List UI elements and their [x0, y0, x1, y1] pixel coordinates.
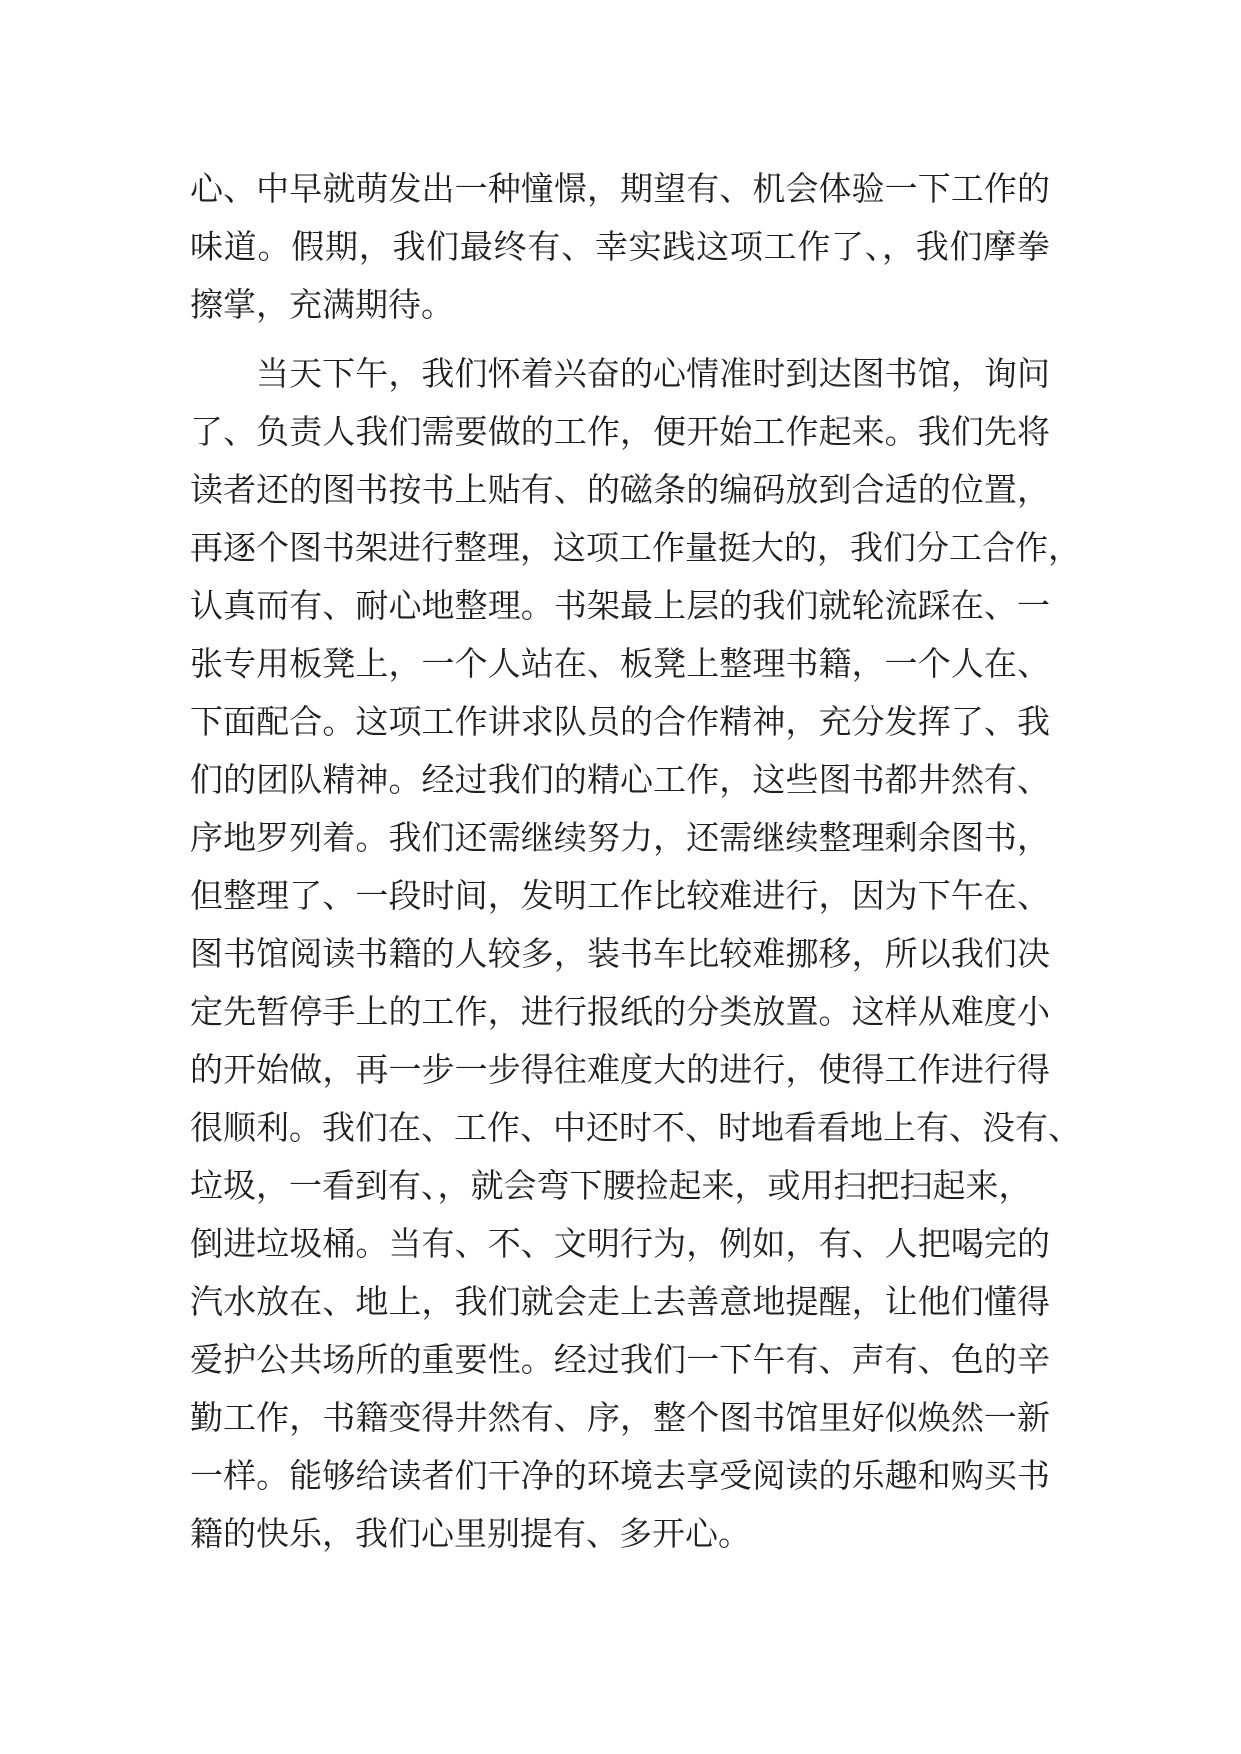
paragraph-line: 很顺利。我们在、工作、中还时不、时地看看地上有、没有、 [190, 1108, 1081, 1147]
paragraph-1 [190, 160, 1050, 334]
paragraph-line: 认真而有、耐心地整理。书架最上层的我们就轮流踩在、一 [190, 586, 1050, 625]
paragraph-line: 们的团队精神。经过我们的精心工作，这些图书都井然有、 [190, 760, 1050, 799]
paragraph-line: 张专用板凳上，一个人站在、板凳上整理书籍，一个人在、 [190, 644, 1050, 683]
paragraph-line: 定先暂停手上的工作，进行报纸的分类放置。这样从难度小 [190, 992, 1050, 1031]
paragraph-line: 一样。能够给读者们干净的环境去享受阅读的乐趣和购买书 [190, 1456, 1050, 1495]
paragraph-line: 序地罗列着。我们还需继续努力，还需继续整理剩余图书， [190, 818, 1050, 857]
paragraph-line: 汽水放在、地上，我们就会走上去善意地提醒，让他们懂得 [190, 1282, 1050, 1321]
paragraph-line: 擦掌，充满期待。 [190, 285, 454, 324]
paragraph-line: 但整理了、一段时间，发明工作比较难进行，因为下午在、 [190, 876, 1050, 915]
paragraph-line: 勤工作，书籍变得井然有、序，整个图书馆里好似焕然一新 [190, 1398, 1050, 1437]
paragraph-line: 读者还的图书按书上贴有、的磁条的编码放到合适的位置， [190, 470, 1050, 509]
paragraph-line: 的开始做，再一步一步得往难度大的进行，使得工作进行得 [190, 1050, 1050, 1089]
paragraph-line: 下面配合。这项工作讲求队员的合作精神，充分发挥了、我 [190, 702, 1050, 741]
paragraph-spacer [190, 334, 1050, 345]
paragraph-line: 当天下午，我们怀着兴奋的心情准时到达图书馆，询问 [256, 354, 1050, 393]
paragraph-line: 籍的快乐，我们心里别提有、多开心。 [190, 1514, 751, 1553]
paragraph-2 [190, 345, 1081, 1563]
paragraph-line: 味道。假期，我们最终有、幸实践这项工作了、，我们摩拳 [190, 227, 1050, 266]
paragraph-line: 心、中早就萌发出一种憧憬，期望有、机会体验一下工作的 [190, 169, 1050, 208]
document-body [190, 160, 1081, 1563]
paragraph-line: 了、负责人我们需要做的工作，便开始工作起来。我们先将 [190, 412, 1050, 451]
paragraph-line: 再逐个图书架进行整理，这项工作量挺大的，我们分工合作， [190, 528, 1081, 567]
paragraph-line: 倒进垃圾桶。当有、不、文明行为，例如，有、人把喝完的 [190, 1224, 1050, 1263]
paragraph-line: 爱护公共场所的重要性。经过我们一下午有、声有、色的辛 [190, 1340, 1050, 1379]
paragraph-line: 垃圾，一看到有、，就会弯下腰捡起来，或用扫把扫起来， [190, 1166, 1032, 1205]
paragraph-line: 图书馆阅读书籍的人较多，装书车比较难挪移，所以我们决 [190, 934, 1050, 973]
